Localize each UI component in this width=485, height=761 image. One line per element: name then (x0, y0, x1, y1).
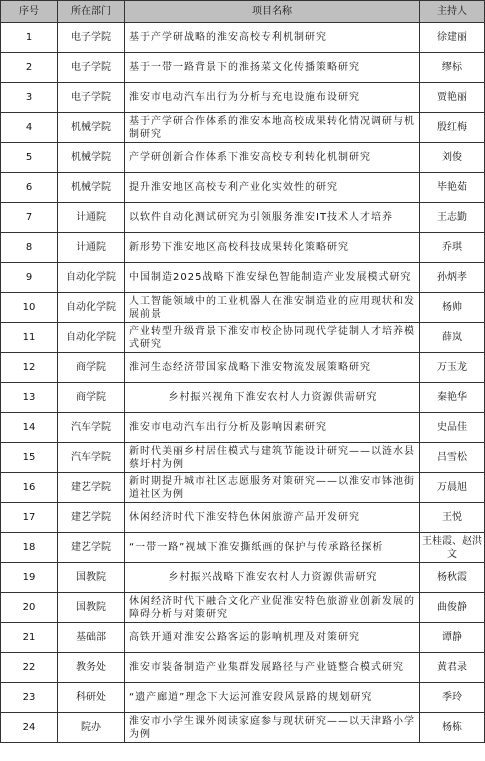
cell-host: 孙炳孝 (420, 263, 485, 293)
cell-no: 6 (1, 173, 58, 203)
table-row (1, 113, 485, 143)
cell-host: 刘俊 (420, 143, 485, 173)
cell-no: 1 (1, 23, 58, 53)
cell-no: 19 (1, 563, 58, 593)
cell-dept: 建艺学院 (58, 503, 125, 533)
cell-title: 高铁开通对淮安公路客运的影响机理及对策研究 (125, 623, 420, 653)
cell-title: 产业转型升级背景下淮安市校企协同现代学徒制人才培养模式研究 (125, 323, 420, 353)
cell-dept: 电子学院 (58, 23, 125, 53)
cell-dept: 机械学院 (58, 113, 125, 143)
cell-host: 杨栋 (420, 713, 485, 743)
table-row (1, 503, 485, 533)
table-row (1, 83, 485, 113)
cell-title: 淮安市电动汽车出行为分析与充电设施布设研究 (125, 83, 420, 113)
table-row (1, 713, 485, 743)
cell-host: 乔琪 (420, 233, 485, 263)
cell-title: 淮安市装备制造产业集群发展路径与产业链整合模式研究 (125, 653, 420, 683)
cell-host: 殷红梅 (420, 113, 485, 143)
header-row (1, 1, 485, 23)
cell-no: 9 (1, 263, 58, 293)
cell-title: “一带一路”视域下淮安撕纸画的保护与传承路径探析 (125, 533, 420, 563)
cell-dept: 国教院 (58, 563, 125, 593)
table-row (1, 563, 485, 593)
cell-no: 18 (1, 533, 58, 563)
cell-no: 20 (1, 593, 58, 623)
cell-title: 新时代美丽乡村居住模式与建筑节能设计研究——以涟水县蔡圩村为例 (125, 443, 420, 473)
cell-host: 毕艳茹 (420, 173, 485, 203)
header-host: 主持人 (420, 1, 485, 23)
table-row (1, 443, 485, 473)
cell-title: 淮安市小学生课外阅读家庭参与现状研究——以天津路小学为例 (125, 713, 420, 743)
cell-host: 秦艳华 (420, 383, 485, 413)
table-row (1, 233, 485, 263)
table-row (1, 353, 485, 383)
cell-no: 2 (1, 53, 58, 83)
cell-host: 徐建丽 (420, 23, 485, 53)
table-row (1, 323, 485, 353)
cell-no: 7 (1, 203, 58, 233)
cell-host: 黄君录 (420, 653, 485, 683)
cell-no: 21 (1, 623, 58, 653)
cell-dept: 自动化学院 (58, 293, 125, 323)
cell-dept: 商学院 (58, 383, 125, 413)
cell-dept: 汽车学院 (58, 443, 125, 473)
cell-no: 12 (1, 353, 58, 383)
cell-dept: 国教院 (58, 593, 125, 623)
header-dept: 所在部门 (58, 1, 125, 23)
table-row (1, 263, 485, 293)
cell-title: 以软件自动化测试研究为引领服务淮安IT技术人才培养 (125, 203, 420, 233)
cell-dept: 科研处 (58, 683, 125, 713)
cell-host: 史品佳 (420, 413, 485, 443)
table-row (1, 23, 485, 53)
cell-no: 8 (1, 233, 58, 263)
cell-no: 16 (1, 473, 58, 503)
table-row (1, 413, 485, 443)
cell-title: 乡村振兴视角下淮安农村人力资源供需研究 (125, 383, 420, 413)
cell-no: 24 (1, 713, 58, 743)
cell-host: 王悦 (420, 503, 485, 533)
cell-host: 杨帅 (420, 293, 485, 323)
cell-dept: 自动化学院 (58, 263, 125, 293)
cell-title: 提升淮安地区高校专利产业化实效性的研究 (125, 173, 420, 203)
cell-title: 新时期提升城市社区志愿服务对策研究——以淮安市钵池街道社区为例 (125, 473, 420, 503)
cell-dept: 电子学院 (58, 53, 125, 83)
cell-host: 吕雪松 (420, 443, 485, 473)
cell-no: 23 (1, 683, 58, 713)
cell-dept: 商学院 (58, 353, 125, 383)
cell-title: 新形势下淮安地区高校科技成果转化策略研究 (125, 233, 420, 263)
table-row (1, 173, 485, 203)
cell-title: 人工智能领域中的工业机器人在淮安制造业的应用现状和发展前景 (125, 293, 420, 323)
cell-host: 王桂霞、赵洪文 (420, 533, 485, 563)
cell-host: 杨秋霞 (420, 563, 485, 593)
header-title: 项目名称 (125, 1, 420, 23)
cell-dept: 院办 (58, 713, 125, 743)
cell-no: 13 (1, 383, 58, 413)
table-row (1, 653, 485, 683)
cell-dept: 建艺学院 (58, 533, 125, 563)
table-row (1, 203, 485, 233)
cell-dept: 计通院 (58, 233, 125, 263)
table-row (1, 683, 485, 713)
cell-host: 薛岚 (420, 323, 485, 353)
table-row (1, 533, 485, 563)
cell-dept: 教务处 (58, 653, 125, 683)
table-row (1, 53, 485, 83)
cell-no: 17 (1, 503, 58, 533)
cell-title: “遗产廊道”理念下大运河淮安段风景路的规划研究 (125, 683, 420, 713)
cell-dept: 机械学院 (58, 143, 125, 173)
cell-title: 产学研创新合作体系下淮安高校专利转化机制研究 (125, 143, 420, 173)
cell-dept: 机械学院 (58, 173, 125, 203)
header-no: 序号 (1, 1, 58, 23)
cell-title: 乡村振兴战略下淮安农村人力资源供需研究 (125, 563, 420, 593)
cell-host: 缪标 (420, 53, 485, 83)
cell-no: 10 (1, 293, 58, 323)
cell-host: 万晨旭 (420, 473, 485, 503)
cell-dept: 汽车学院 (58, 413, 125, 443)
cell-title: 淮河生态经济带国家战略下淮安物流发展策略研究 (125, 353, 420, 383)
cell-dept: 建艺学院 (58, 473, 125, 503)
cell-dept: 自动化学院 (58, 323, 125, 353)
table-row (1, 143, 485, 173)
cell-title: 基于一带一路背景下的淮扬菜文化传播策略研究 (125, 53, 420, 83)
cell-host: 谭静 (420, 623, 485, 653)
cell-title: 淮安市电动汽车出行分析及影响因素研究 (125, 413, 420, 443)
cell-title: 休闲经济时代下融合文化产业促淮安特色旅游业创新发展的障碍分析与对策研究 (125, 593, 420, 623)
table-row (1, 293, 485, 323)
cell-no: 4 (1, 113, 58, 143)
cell-title: 基于产学研合作体系的淮安本地高校成果转化情况调研与机制研究 (125, 113, 420, 143)
cell-host: 王志勤 (420, 203, 485, 233)
cell-no: 15 (1, 443, 58, 473)
cell-host: 贾艳丽 (420, 83, 485, 113)
table-row (1, 383, 485, 413)
cell-no: 22 (1, 653, 58, 683)
cell-host: 曲俊静 (420, 593, 485, 623)
cell-host: 万玉龙 (420, 353, 485, 383)
table-row (1, 623, 485, 653)
cell-title: 基于产学研战略的淮安高校专利机制研究 (125, 23, 420, 53)
cell-no: 14 (1, 413, 58, 443)
cell-dept: 计通院 (58, 203, 125, 233)
cell-no: 11 (1, 323, 58, 353)
cell-dept: 电子学院 (58, 83, 125, 113)
table-row (1, 593, 485, 623)
cell-dept: 基础部 (58, 623, 125, 653)
table-row (1, 473, 485, 503)
cell-host: 季玲 (420, 683, 485, 713)
cell-title: 休闲经济时代下淮安特色休闲旅游产品开发研究 (125, 503, 420, 533)
cell-no: 3 (1, 83, 58, 113)
cell-title: 中国制造2025战略下淮安绿色智能制造产业发展模式研究 (125, 263, 420, 293)
cell-no: 5 (1, 143, 58, 173)
